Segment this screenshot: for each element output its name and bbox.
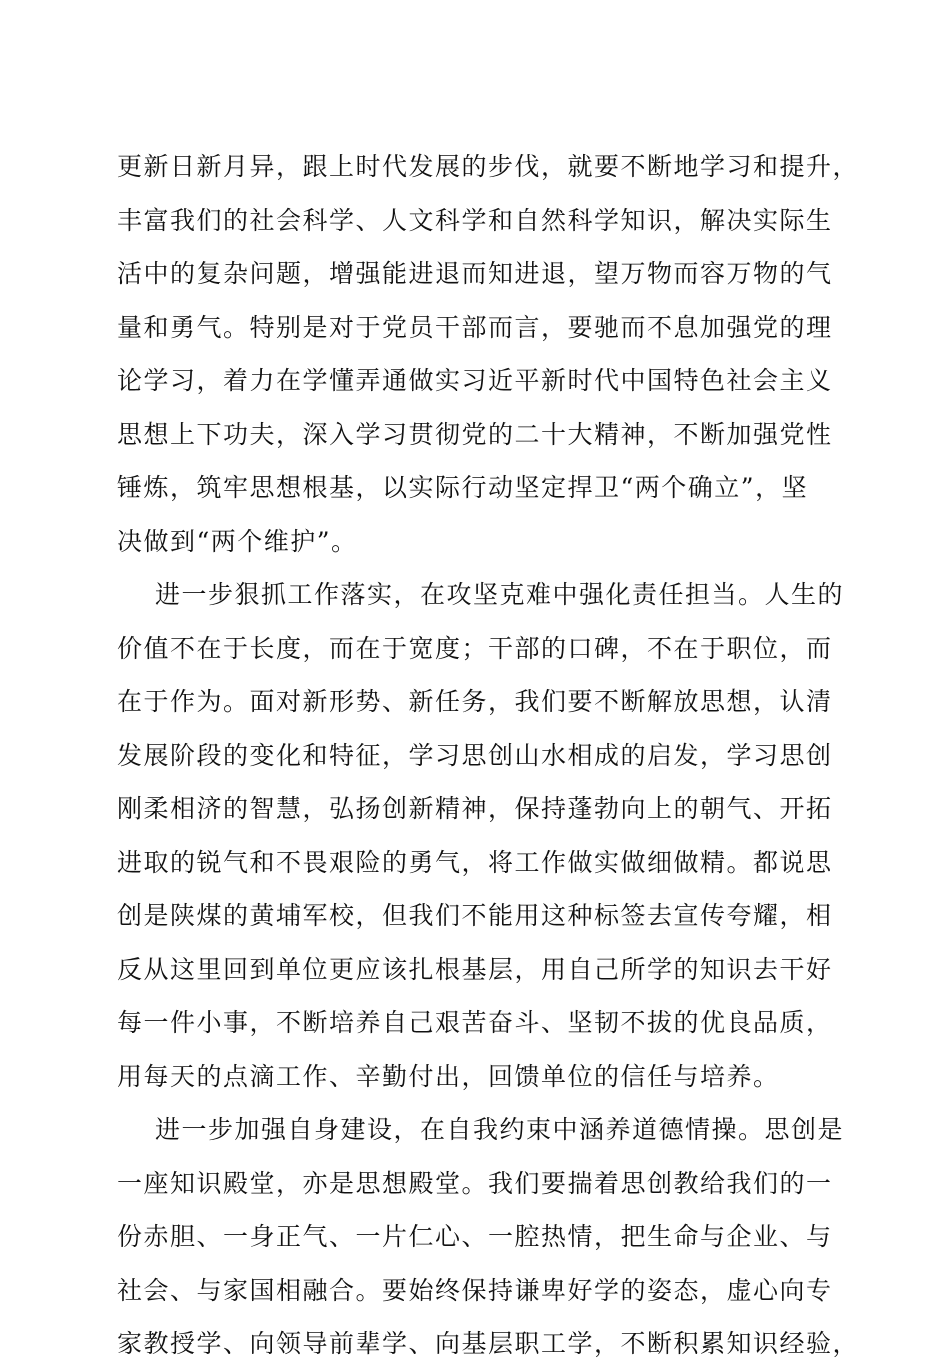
text-line: 价值不在于长度，而在于宽度；干部的口碑，不在于职位，而 bbox=[117, 633, 833, 663]
text-line: 更新日新月异，跟上时代发展的步伐，就要不断地学习和提升， bbox=[117, 152, 860, 181]
text-line: 丰富我们的社会科学、人文科学和自然科学知识，解决实际生 bbox=[117, 205, 833, 235]
text-line: 论学习，着力在学懂弄通做实习近平新时代中国特色社会主义 bbox=[117, 366, 833, 395]
text-line: 进一步狠抓工作落实，在攻坚克难中强化责任担当。人生的 bbox=[155, 580, 845, 609]
text-line: 进一步加强自身建设，在自我约束中涵养道德情操。思创是 bbox=[155, 1115, 845, 1144]
text-line: 用每天的点滴工作、辛勤付出，回馈单位的信任与培养。 bbox=[117, 1061, 780, 1091]
text-line: 量和勇气。特别是对于党员干部而言，要驰而不息加强党的理 bbox=[117, 312, 833, 342]
text-line: 进取的锐气和不畏艰险的勇气，将工作做实做细做精。都说思 bbox=[117, 847, 833, 877]
paragraph-2 bbox=[117, 568, 847, 1103]
text-line: 发展阶段的变化和特征，学习思创山水相成的启发，学习思创 bbox=[117, 740, 833, 770]
text-line: 反从这里回到单位更应该扎根基层，用自己所学的知识去干好 bbox=[117, 954, 833, 984]
text-line: 思想上下功夫，深入学习贯彻党的二十大精神，不断加强党性 bbox=[117, 419, 833, 449]
paragraph-3 bbox=[117, 1103, 860, 1371]
text-line: 在于作为。面对新形势、新任务，我们要不断解放思想，认清 bbox=[117, 687, 833, 716]
text-line: 决做到“两个维护”。 bbox=[117, 526, 358, 556]
paragraph-1 bbox=[117, 140, 860, 568]
text-line: 刚柔相济的智慧，弘扬创新精神，保持蓬勃向上的朝气、开拓 bbox=[117, 794, 833, 823]
text-line: 锤炼，筑牢思想根基，以实际行动坚定捍卫“两个确立”，坚 bbox=[117, 473, 809, 502]
text-line: 家教授学、向领导前辈学、向基层职工学，不断积累知识经验， bbox=[117, 1329, 860, 1358]
text-line: 创是陕煤的黄埔军校，但我们不能用这种标签去宣传夸耀，相 bbox=[117, 901, 833, 930]
text-line: 每一件小事，不断培养自己艰苦奋斗、坚韧不拔的优良品质， bbox=[117, 1008, 833, 1037]
text-line: 一座知识殿堂，亦是思想殿堂。我们要揣着思创教给我们的一 bbox=[117, 1168, 833, 1198]
body-text bbox=[117, 140, 860, 1371]
text-line: 活中的复杂问题，增强能进退而知进退，望万物而容万物的气 bbox=[117, 259, 833, 288]
text-line: 社会、与家国相融合。要始终保持谦卑好学的姿态，虚心向专 bbox=[117, 1275, 833, 1305]
text-line: 份赤胆、一身正气、一片仁心、一腔热情，把生命与企业、与 bbox=[117, 1222, 833, 1251]
